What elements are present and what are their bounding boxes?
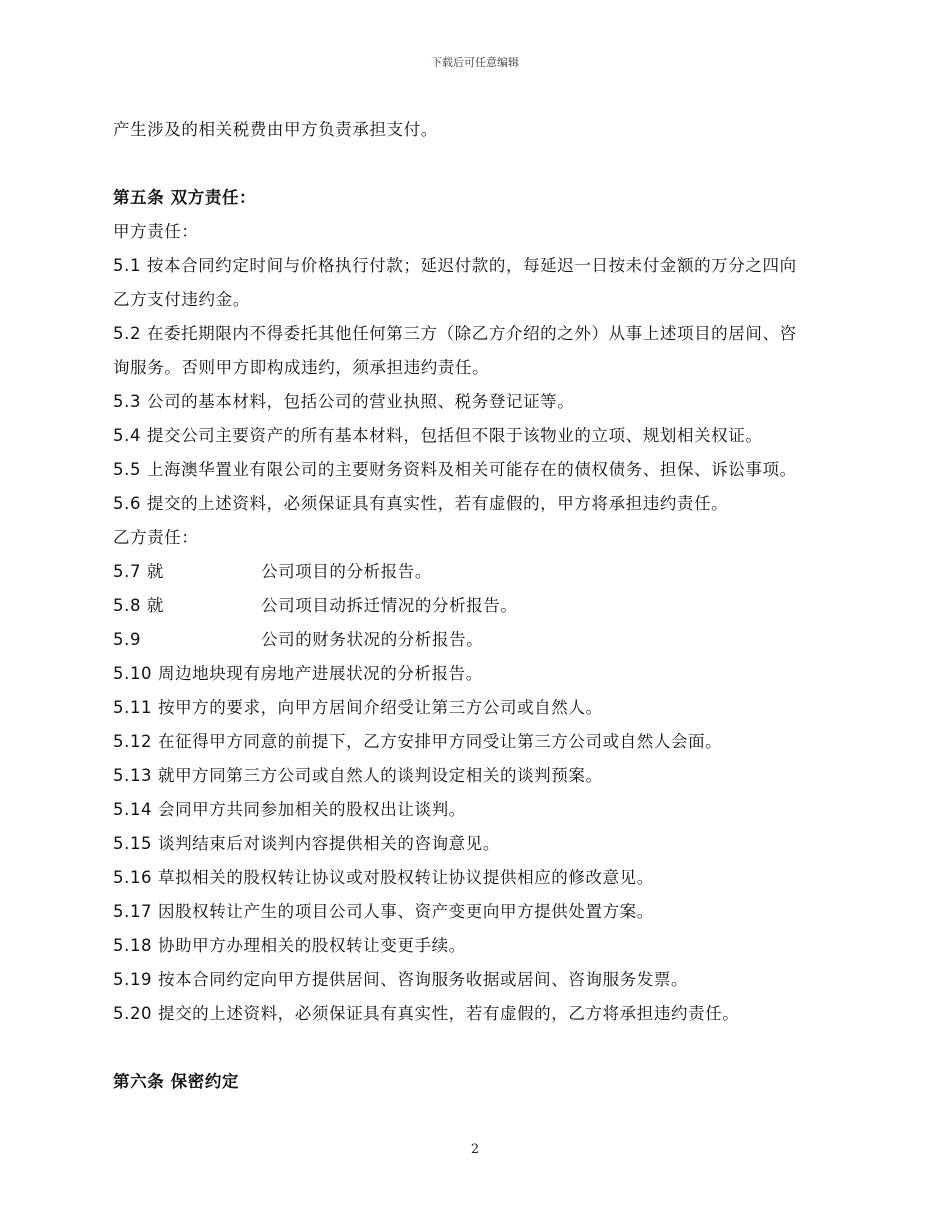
clause-5-17: 5.17 因股权转让产生的项目公司人事、资产变更向甲方提供处置方案。 [113,902,654,921]
clause-5-12: 5.12 在征得甲方同意的前提下，乙方安排甲方同受让第三方公司或自然人会面。 [113,732,723,751]
clause-5-7 [113,561,432,583]
clause-5-2-line-2: 询服务。否则甲方即构成违约，须承担违约责任。 [113,358,490,377]
clause-5-9 [113,629,483,651]
clause-5-19: 5.19 按本合同约定向甲方提供居间、咨询服务收据或居间、咨询服务发票。 [113,970,689,989]
clause-text: 公司的财务状况的分析报告。 [261,630,484,649]
clause-5-13: 5.13 就甲方同第三方公司或自然人的谈判设定相关的谈判预案。 [113,766,603,785]
clause-number: 5.9 [113,630,142,649]
clause-5-15: 5.15 谈判结束后对谈判内容提供相关的咨询意见。 [113,834,500,853]
clause-5-10: 5.10 周边地块现有房地产进展状况的分析报告。 [113,664,483,683]
clause-5-11: 5.11 按甲方的要求，向甲方居间介绍受让第三方公司或自然人。 [113,698,603,717]
article-6-heading: 第六条 保密约定 [113,1072,240,1091]
clause-5-2-line-1: 5.2 在委托期限内不得委托其他任何第三方（除乙方介绍的之外）从事上述项目的居间、咨 [113,324,797,343]
clause-5-3: 5.3 公司的基本材料，包括公司的营业执照、税务登记证等。 [113,392,575,411]
clause-number: 5.8 就 [113,596,164,615]
clause-5-18: 5.18 协助甲方办理相关的股权转让变更手续。 [113,936,466,955]
clause-5-14: 5.14 会同甲方共同参加相关的股权出让谈判。 [113,800,466,819]
clause-text: 公司项目的分析报告。 [261,562,432,581]
party-b-label: 乙方责任： [113,528,199,547]
clause-5-16: 5.16 草拟相关的股权转让协议或对股权转让协议提供相应的修改意见。 [113,868,654,887]
clause-5-6: 5.6 提交的上述资料，必须保证具有真实性，若有虚假的，甲方将承担违约责任。 [113,494,729,513]
clause-text: 公司项目动拆迁情况的分析报告。 [261,596,518,615]
article-5-heading: 第五条 双方责任： [113,188,257,207]
clause-5-20: 5.20 提交的上述资料，必须保证具有真实性，若有虚假的，乙方将承担违约责任。 [113,1004,740,1023]
clause-number: 5.7 就 [113,562,164,581]
clause-5-1-line-2: 乙方支付违约金。 [113,290,250,309]
clause-5-1-line-1: 5.1 按本合同约定时间与价格执行付款；延迟付款的，每延迟一日按未付金额的万分之四向 [113,256,797,275]
clause-5-4: 5.4 提交公司主要资产的所有基本材料，包括但不限于该物业的立项、规划相关权证。 [113,426,763,445]
page-number: 2 [470,1142,480,1157]
clause-5-5: 5.5 上海澳华置业有限公司的主要财务资料及相关可能存在的债权债务、担保、诉讼事项。 [113,460,797,479]
party-a-label: 甲方责任： [113,222,199,241]
intro-line: 产生涉及的相关税费由甲方负责承担支付。 [113,120,438,139]
page-header: 下载后可任意编辑 [431,56,519,69]
clause-5-8 [113,595,518,617]
